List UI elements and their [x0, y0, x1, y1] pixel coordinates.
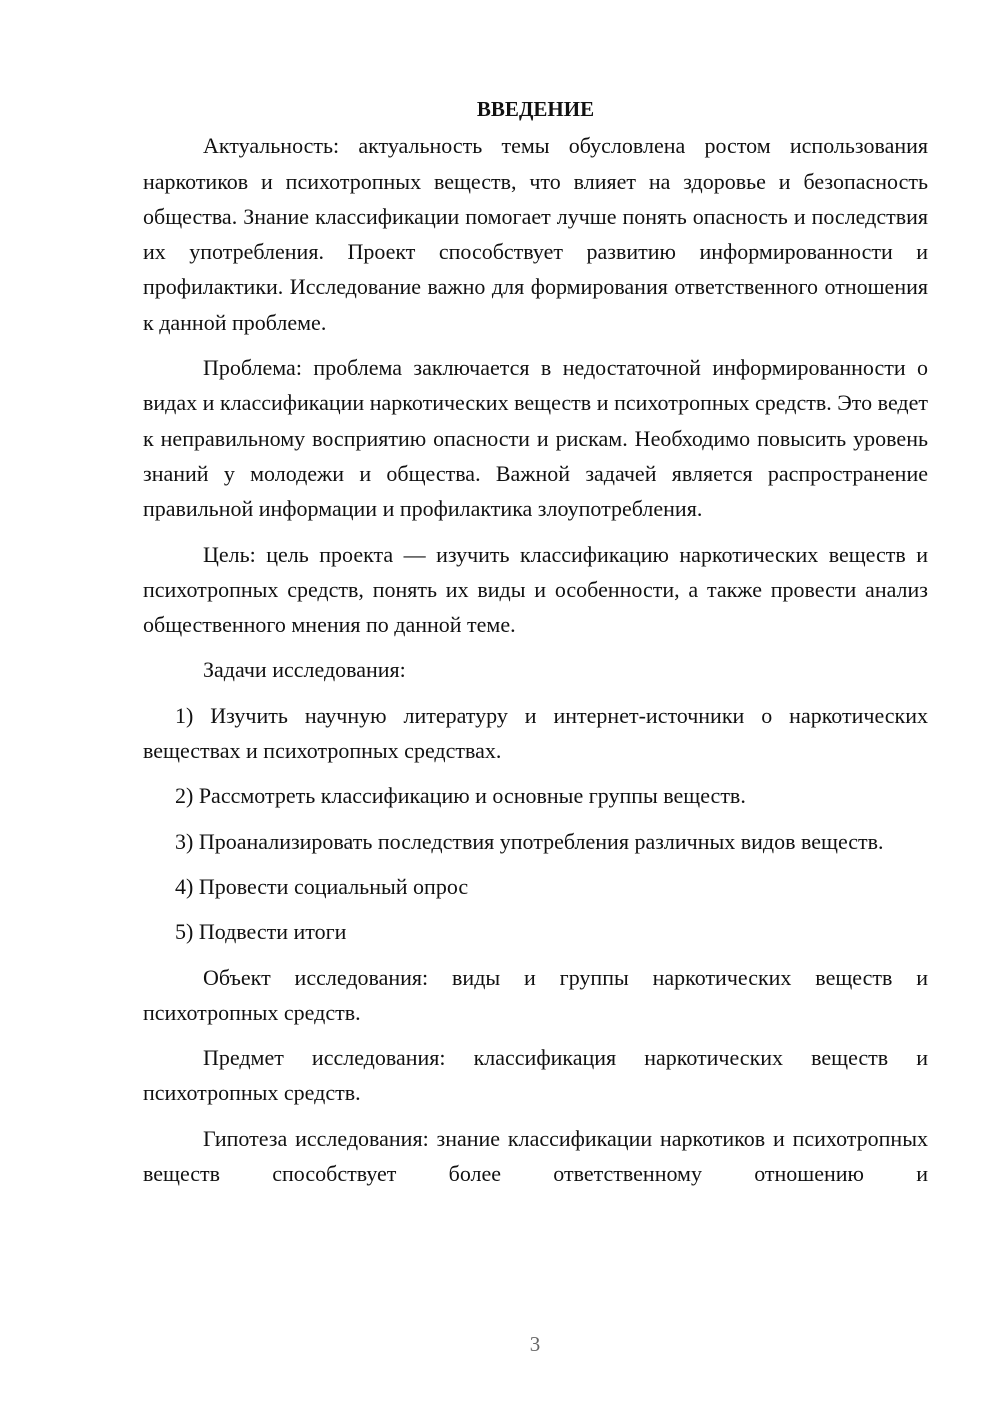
relevance-paragraph: Актуальность: актуальность темы обусловлена ростом использования наркотиков и психотропных веществ, что влияет на здоровье и безопасность общества. Знание классификации помогает лучше понять опасность и последствия их употребления. Проект способствует развитию информированности и профилактики. Исследование важно для формирования ответственного отношения к данной проблеме. — [143, 133, 928, 335]
subject-paragraph: Предмет исследования: классификация наркотических веществ и психотропных средств. — [143, 1045, 928, 1106]
tasks-heading: Задачи исследования: — [203, 657, 406, 683]
page-content — [143, 92, 928, 1191]
goal-paragraph: Цель: цель проекта — изучить классификацию наркотических веществ и психотропных средств, понять их виды и особенности, а также провести анализ общественного мнения по данной теме. — [143, 541, 928, 638]
task-item-1: 1) Изучить научную литературу и интернет-источники о наркотических веществах и психотропных средствах. — [143, 702, 928, 764]
task-item-4: 4) Провести социальный опрос — [175, 873, 469, 899]
task-item-5: 5) Подвести итоги — [175, 919, 347, 945]
page-number: 3 — [529, 1332, 541, 1356]
section-title: ВВЕДЕНИЕ — [476, 97, 595, 121]
problem-paragraph: Проблема: проблема заключается в недостаточной информированности о видах и классификации наркотических веществ и психотропных средств. Это ведет к неправильному восприятию опасности и рискам. Необходимо повысить уровень знаний у молодежи и общества. Важной задачей является распространение правильной информации и профилактика злоупотребления. — [143, 355, 928, 522]
task-item-2: 2) Рассмотреть классификацию и основные группы веществ. — [175, 783, 746, 809]
hypothesis-paragraph: Гипотеза исследования: знание классификации наркотиков и психотропных веществ способствует более ответственному отношению и — [143, 1125, 928, 1187]
task-item-3: 3) Проанализировать последствия употребления различных видов веществ. — [175, 828, 884, 854]
object-paragraph: Объект исследования: виды и группы наркотических веществ и психотропных средств. — [143, 964, 928, 1025]
